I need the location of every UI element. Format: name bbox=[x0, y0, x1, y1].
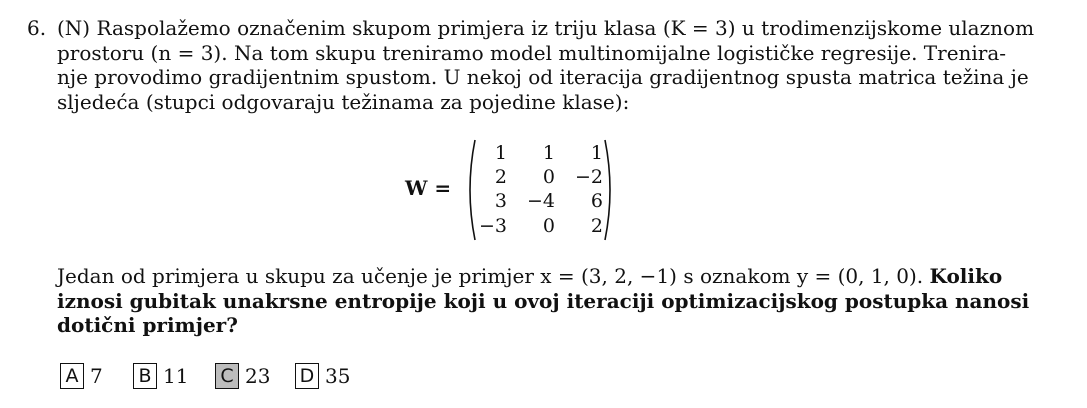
matrix-cell: 1 bbox=[542, 142, 555, 164]
answer-option-c[interactable] bbox=[215, 362, 270, 390]
matrix-cell: 1 bbox=[590, 142, 603, 164]
intro-line-2: prostoru (n = 3). Na tom skupu treniramo model multinomijalne logističke regresije. Trenira- bbox=[57, 40, 1007, 65]
matrix-cell: −4 bbox=[526, 190, 555, 212]
matrix-cell: −3 bbox=[478, 215, 507, 237]
answer-value: 11 bbox=[163, 364, 189, 388]
question-line-3: dotični primjer? bbox=[57, 313, 238, 337]
answer-option-a[interactable] bbox=[60, 362, 103, 390]
intro-line-4: sljedeća (stupci odgovaraju težinama za pojedine klase): bbox=[57, 89, 630, 114]
matrix-cell: 2 bbox=[494, 166, 507, 188]
matrix-cell: 0 bbox=[542, 215, 555, 237]
right-paren bbox=[603, 138, 617, 242]
question-line-2: iznosi gubitak unakrsne entropije koji u ovoj iteraciji optimizacijskog postupka nanosi bbox=[57, 288, 1030, 313]
question-intro bbox=[57, 16, 1037, 114]
question-line-1-normal: Jedan od primjera u skupu za učenje je primjer x = (3, 2, −1) s oznakom y = (0, 1, 0). bbox=[57, 264, 930, 288]
answer-letter-box[interactable]: D bbox=[295, 363, 319, 389]
question-line-1 bbox=[57, 264, 1037, 289]
answer-option-d[interactable] bbox=[295, 362, 350, 390]
answer-value: 7 bbox=[90, 364, 103, 388]
matrix-cell: 1 bbox=[494, 142, 507, 164]
answer-value: 35 bbox=[325, 364, 351, 388]
question-text bbox=[57, 264, 1037, 338]
matrix-cell: −2 bbox=[574, 166, 603, 188]
matrix-label: W = bbox=[405, 176, 452, 200]
question-number: 6. bbox=[27, 16, 47, 40]
answer-letter-box[interactable]: B bbox=[133, 363, 157, 389]
matrix-cell: 0 bbox=[542, 166, 555, 188]
answer-value: 23 bbox=[245, 364, 271, 388]
answer-letter-box[interactable]: A bbox=[60, 363, 84, 389]
intro-line-3: nje provodimo gradijentnim spustom. U nekoj od iteracija gradijentnog spusta matrica težina je bbox=[57, 65, 1029, 89]
intro-line-1: (N) Raspolažemo označenim skupom primjera iz triju klasa (K = 3) u trodimenzijskome ulaznom bbox=[57, 16, 1035, 40]
matrix-cell: 6 bbox=[590, 190, 603, 212]
answer-letter-box[interactable]: C bbox=[215, 363, 239, 389]
matrix-cell: 3 bbox=[494, 190, 507, 212]
weight-matrix bbox=[405, 138, 635, 242]
question-line-1-bold: Koliko bbox=[929, 264, 1003, 288]
answer-option-b[interactable] bbox=[133, 362, 188, 390]
matrix-cell: 2 bbox=[590, 215, 603, 237]
